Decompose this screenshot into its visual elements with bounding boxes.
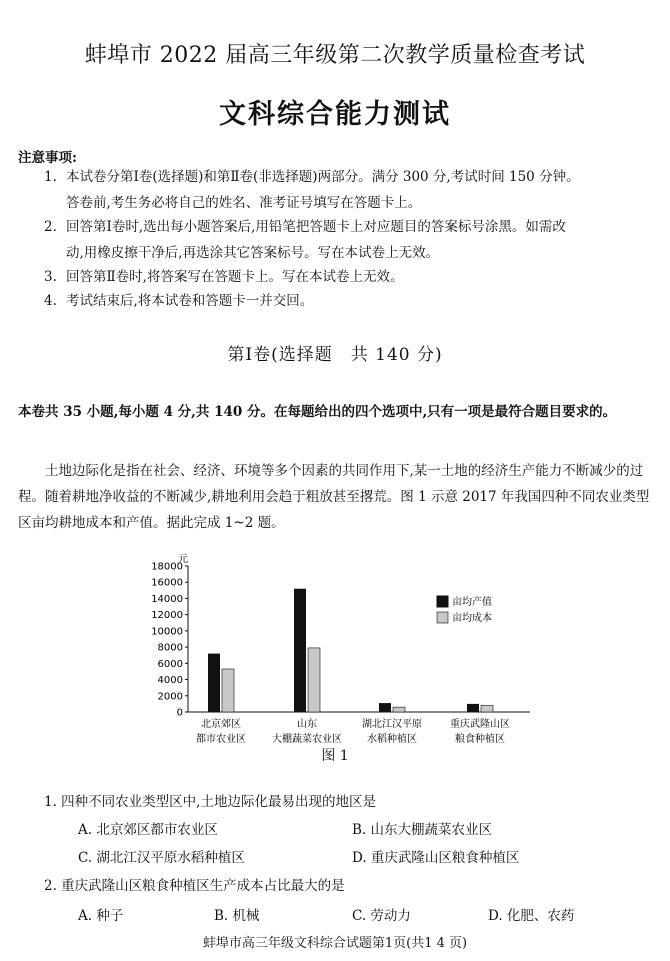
y-tick-label: 8000 — [157, 642, 183, 654]
bar-chart — [130, 546, 550, 746]
page-footer: 蚌埠市高三年级文科综合试题第1页(共1 4 页) — [202, 936, 468, 951]
notes-heading: 注意事项: — [18, 150, 77, 166]
note-text: 动,用橡皮擦干净后,再选涂其它答案标号。写在本试卷上无效。 — [66, 245, 440, 261]
passage: 土地边际化是指在社会、经济、环境等多个因素的共同作用下,某一土地的经济生产能力不断减少的过程。随着耕地净收益的不断减少,耕地利用会趋于粗放甚至撂荒。图 1 示意 2017 年我国四种不同农业类型区亩均耕地成本和产值。据此完成 1~2 题。 — [18, 463, 650, 531]
bar-cost — [308, 648, 320, 712]
bar-output — [294, 589, 306, 712]
x-category-label: 重庆武隆山区 — [450, 719, 510, 730]
option-d: D. 重庆武隆山区粮食种植区 — [352, 850, 520, 866]
section-title: 第Ⅰ卷(选择题 共 140 分) — [227, 345, 443, 365]
x-category-label: 都市农业区 — [196, 734, 246, 745]
bar-output — [467, 704, 479, 712]
x-category-label: 北京郊区 — [201, 719, 241, 730]
legend-label-cost: 亩均成本 — [452, 613, 492, 624]
y-tick-label: 6000 — [157, 658, 183, 670]
question-stem: 2. 重庆武隆山区粮食种植区生产成本占比最大的是 — [44, 878, 345, 894]
bar-output — [208, 654, 220, 712]
question-stem: 1. 四种不同农业类型区中,土地边际化最易出现的地区是 — [44, 794, 376, 810]
note-item — [44, 214, 656, 266]
bar-cost — [393, 707, 405, 712]
y-tick-label: 18000 — [151, 561, 183, 573]
legend-swatch-output — [437, 596, 448, 607]
option-c: C. 湖北江汉平原水稻种植区 — [78, 850, 245, 866]
y-tick-label: 10000 — [151, 626, 183, 638]
option-b: B. 机械 — [214, 908, 260, 924]
y-tick-label: 16000 — [151, 577, 183, 589]
note-text: 本试卷分第Ⅰ卷(选择题)和第Ⅱ卷(非选择题)两部分。满分 300 分,考试时间 150 分钟。 — [66, 169, 580, 185]
figure-caption: 图 1 — [321, 748, 349, 764]
option-c: C. 劳动力 — [352, 908, 411, 924]
note-number: 1. — [44, 169, 57, 185]
legend-swatch-cost — [437, 612, 448, 623]
legend-label-output: 亩均产值 — [452, 597, 492, 608]
note-number: 4. — [44, 293, 57, 309]
option-a: A. 种子 — [78, 908, 124, 924]
x-category-label: 大棚蔬菜农业区 — [272, 734, 342, 745]
y-tick-label: 12000 — [151, 610, 183, 622]
bar-cost — [222, 669, 234, 712]
note-text: 回答第Ⅱ卷时,将答案写在答题卡上。写在本试卷上无效。 — [66, 269, 404, 285]
y-axis-unit: 元 — [178, 554, 188, 565]
x-category-label: 水稻种植区 — [367, 734, 417, 745]
y-tick-label: 14000 — [151, 593, 183, 605]
note-item — [44, 164, 656, 216]
exam-title: 蚌埠市 2022 届高三年级第二次教学质量检查考试 — [84, 43, 586, 68]
x-category-label: 山东 — [297, 719, 317, 730]
x-category-label: 粮食种植区 — [455, 734, 505, 745]
section-instruction: 本卷共 35 小题,每小题 4 分,共 140 分。在每题给出的四个选项中,只有一项是最符合题目要求的。 — [18, 404, 617, 420]
subject-title: 文科综合能力测试 — [219, 99, 451, 130]
y-tick-label: 0 — [176, 707, 183, 719]
option-b: B. 山东大棚蔬菜农业区 — [352, 822, 493, 838]
option-d: D. 化肥、农药 — [488, 908, 575, 924]
bar-cost — [481, 706, 493, 712]
note-item — [44, 264, 656, 290]
option-a: A. 北京郊区都市农业区 — [78, 822, 218, 838]
y-tick-label: 2000 — [157, 691, 183, 703]
x-category-label: 湖北江汉平原 — [362, 719, 422, 730]
note-text: 考试结束后,将本试卷和答题卡一并交回。 — [66, 293, 314, 309]
note-text: 答卷前,考生务必将自己的姓名、准考证号填写在答题卡上。 — [66, 195, 422, 211]
note-item — [44, 288, 656, 314]
y-tick-label: 4000 — [157, 675, 183, 687]
note-text: 回答第Ⅰ卷时,选出每小题答案后,用铅笔把答题卡上对应题目的答案标号涂黑。如需改 — [66, 219, 566, 235]
bar-output — [379, 703, 391, 712]
note-number: 2. — [44, 219, 57, 235]
note-number: 3. — [44, 269, 57, 285]
